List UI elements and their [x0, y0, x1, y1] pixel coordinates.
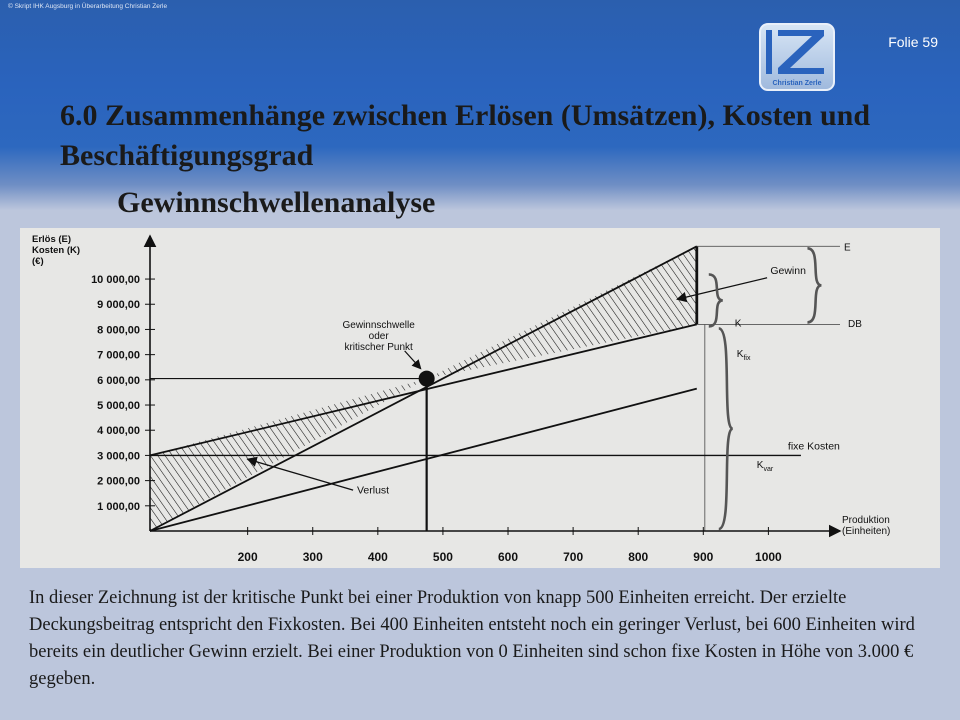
arrow-break-even: [405, 351, 421, 369]
logo-text: Christian Zerle: [772, 80, 822, 87]
y-tick-label: 2 000,00: [97, 475, 140, 488]
kvar-brace: [719, 328, 733, 529]
kfix-brace: [709, 274, 723, 326]
slide-title: 6.0 Zusammenhänge zwischen Erlösen (Umsätzen), Kosten und Beschäftigungsgrad: [60, 99, 871, 172]
profit-area: [427, 246, 697, 378]
label-kvar-sub: var: [763, 466, 774, 474]
y-axis-label: (€): [32, 256, 44, 267]
x-tick-label: 300: [302, 550, 323, 564]
slide-subtitle: Gewinnschwellenanalyse: [117, 186, 436, 219]
y-tick-label: 3 000,00: [97, 450, 140, 463]
label-gewinn: Gewinn: [770, 265, 806, 278]
label-k: K: [734, 318, 742, 330]
label-kfix: $K_{fix}$: [736, 349, 751, 363]
y-tick-label: 6 000,00: [97, 374, 140, 387]
y-tick-label: 1 000,00: [97, 500, 140, 513]
slide-number: Folie 59: [888, 34, 938, 50]
label-kvar: $K_{var}$: [756, 460, 774, 474]
x-tick-label: 900: [693, 550, 714, 564]
labels-layer: [248, 242, 863, 529]
x-tick-label: 700: [563, 550, 584, 564]
caption-text: In dieser Zeichnung ist der kritische Punkt bei einer Produktion von knapp 500 Einheiten erreicht. Der erzielte Deckungsbeitrag entspricht den Fixkosten. Bei 400 Einheiten entsteht noch ein geringer Verlust, bei 600 Einheiten wird bereits ein deutlicher Gewinn erzielt. Bei einer Produktion von 0 Einheiten sind schon fixe Kosten in Höhe von 3.000 € gegeben.: [29, 588, 915, 689]
series-line-1: [150, 324, 697, 455]
x-tick-label: 200: [237, 550, 258, 564]
x-axis-label: Produktion: [842, 515, 890, 526]
label-verlust: Verlust: [357, 484, 390, 497]
x-tick-label: 1000: [755, 550, 782, 564]
reference-lines-layer: [150, 246, 840, 531]
series-layer: [150, 246, 801, 531]
x-tick-label: 800: [628, 550, 649, 564]
chart-svg: [20, 228, 940, 568]
arrow-verlust: [248, 459, 353, 490]
label-break-even: oder: [368, 331, 389, 343]
y-tick-label: 5 000,00: [97, 400, 140, 413]
y-axis-label: Kosten (K): [32, 245, 81, 256]
y-tick-label: 7 000,00: [97, 349, 140, 362]
series-line-0: [150, 246, 697, 531]
label-e: E: [844, 242, 851, 254]
y-tick-label: 10 000,00: [91, 274, 140, 287]
label-break-even: kritischer Punkt: [344, 342, 413, 354]
x-tick-label: 400: [367, 550, 388, 564]
y-tick-label: 8 000,00: [97, 324, 140, 337]
christian-zerle-logo: [758, 22, 836, 92]
label-break-even: Gewinnschwelle: [342, 320, 415, 332]
y-axis-label: Erlös (E): [32, 234, 72, 245]
label-kfix-sub: fix: [743, 355, 751, 363]
x-tick-label: 600: [498, 550, 519, 564]
label-fixe-kosten: fixe Kosten: [787, 440, 840, 453]
x-tick-label: 500: [432, 550, 453, 564]
y-tick-label: 9 000,00: [97, 299, 140, 312]
break-even-point: [419, 371, 435, 387]
db-brace: [807, 248, 821, 322]
slide-header: [0, 0, 960, 210]
label-db: DB: [848, 319, 862, 331]
copyright-text: © Skript IHK Augsburg in Überarbeitung Christian Zerle: [8, 3, 168, 10]
x-axis-label: (Einheiten): [842, 526, 891, 537]
break-even-chart: [20, 228, 940, 568]
y-tick-label: 4 000,00: [97, 425, 140, 438]
